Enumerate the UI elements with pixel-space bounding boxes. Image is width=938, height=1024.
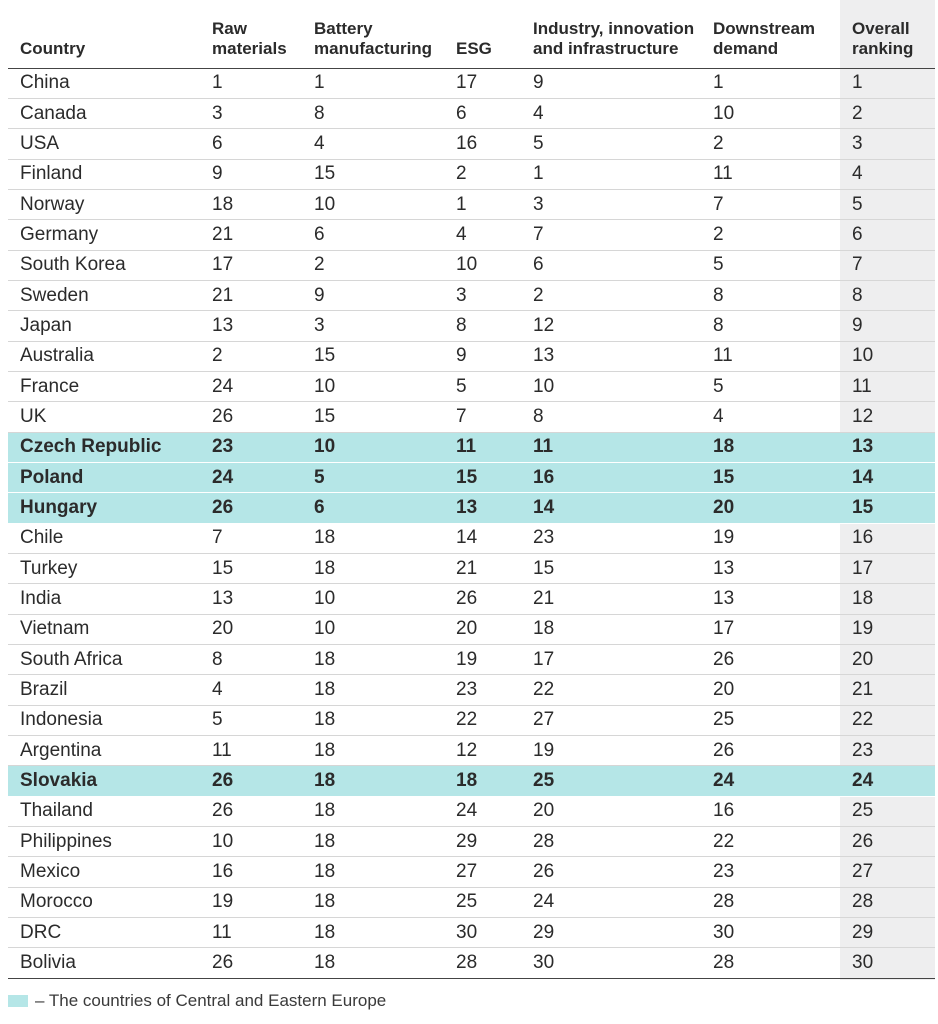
cell-country: Slovakia [8, 766, 200, 796]
cell-overall-ranking: 25 [840, 796, 935, 826]
cell-esg: 21 [444, 554, 521, 584]
cell-downstream-demand: 10 [701, 98, 840, 128]
cell-battery-manufacturing: 10 [302, 371, 444, 401]
cell-overall-ranking: 20 [840, 645, 935, 675]
ranking-table [8, 0, 935, 979]
cell-battery-manufacturing: 18 [302, 796, 444, 826]
cell-country: South Korea [8, 250, 200, 280]
column-header-downstream-demand [701, 0, 840, 68]
cell-overall-ranking: 3 [840, 129, 935, 159]
table-row [8, 645, 935, 675]
cell-industry-innovation: 10 [521, 371, 701, 401]
cell-battery-manufacturing: 9 [302, 280, 444, 310]
cell-downstream-demand: 28 [701, 948, 840, 978]
column-header-line: ranking [852, 38, 914, 58]
cell-esg: 13 [444, 493, 521, 523]
column-header-esg [444, 0, 521, 68]
cell-country: Thailand [8, 796, 200, 826]
cell-country: Japan [8, 311, 200, 341]
cell-overall-ranking: 26 [840, 827, 935, 857]
column-header-raw-materials [200, 0, 302, 68]
cell-downstream-demand: 8 [701, 311, 840, 341]
cell-raw-materials: 6 [200, 129, 302, 159]
legend-swatch [8, 995, 28, 1007]
cell-esg: 3 [444, 280, 521, 310]
cell-battery-manufacturing: 6 [302, 220, 444, 250]
cell-country: Poland [8, 462, 200, 492]
cell-downstream-demand: 4 [701, 402, 840, 432]
column-header-country [8, 0, 200, 68]
cell-battery-manufacturing: 10 [302, 614, 444, 644]
cell-raw-materials: 17 [200, 250, 302, 280]
column-header-line: Overall [852, 18, 910, 38]
cell-overall-ranking: 7 [840, 250, 935, 280]
cell-raw-materials: 8 [200, 645, 302, 675]
cell-battery-manufacturing: 10 [302, 432, 444, 462]
ranking-table-container [8, 0, 935, 979]
cell-battery-manufacturing: 15 [302, 402, 444, 432]
cell-raw-materials: 26 [200, 493, 302, 523]
cell-industry-innovation: 22 [521, 675, 701, 705]
cell-downstream-demand: 18 [701, 432, 840, 462]
cell-country: Hungary [8, 493, 200, 523]
table-row [8, 280, 935, 310]
cell-esg: 15 [444, 462, 521, 492]
cell-industry-innovation: 25 [521, 766, 701, 796]
cell-downstream-demand: 1 [701, 68, 840, 98]
table-row [8, 887, 935, 917]
cell-battery-manufacturing: 18 [302, 554, 444, 584]
cell-downstream-demand: 8 [701, 280, 840, 310]
cell-industry-innovation: 9 [521, 68, 701, 98]
cell-industry-innovation: 29 [521, 918, 701, 948]
cell-industry-innovation: 8 [521, 402, 701, 432]
cell-industry-innovation: 12 [521, 311, 701, 341]
cell-battery-manufacturing: 10 [302, 189, 444, 219]
cell-overall-ranking: 17 [840, 554, 935, 584]
cell-downstream-demand: 26 [701, 736, 840, 766]
cell-country: France [8, 371, 200, 401]
cell-industry-innovation: 15 [521, 554, 701, 584]
cell-esg: 30 [444, 918, 521, 948]
cell-battery-manufacturing: 18 [302, 705, 444, 735]
cell-downstream-demand: 5 [701, 250, 840, 280]
cell-downstream-demand: 30 [701, 918, 840, 948]
table-row [8, 675, 935, 705]
cell-country: Norway [8, 189, 200, 219]
cell-overall-ranking: 16 [840, 523, 935, 553]
cell-raw-materials: 21 [200, 280, 302, 310]
cell-country: Mexico [8, 857, 200, 887]
column-header-line: Battery [314, 18, 373, 38]
cell-raw-materials: 23 [200, 432, 302, 462]
cell-downstream-demand: 17 [701, 614, 840, 644]
cell-raw-materials: 13 [200, 584, 302, 614]
cell-country: Philippines [8, 827, 200, 857]
cell-esg: 14 [444, 523, 521, 553]
cell-battery-manufacturing: 18 [302, 918, 444, 948]
cell-industry-innovation: 1 [521, 159, 701, 189]
cell-country: Brazil [8, 675, 200, 705]
cell-battery-manufacturing: 8 [302, 98, 444, 128]
cell-battery-manufacturing: 4 [302, 129, 444, 159]
cell-industry-innovation: 14 [521, 493, 701, 523]
cell-esg: 29 [444, 827, 521, 857]
cell-raw-materials: 3 [200, 98, 302, 128]
cell-industry-innovation: 21 [521, 584, 701, 614]
table-row [8, 311, 935, 341]
table-row [8, 462, 935, 492]
column-header-line: ESG [456, 38, 492, 58]
column-header-line: demand [713, 38, 779, 58]
cell-overall-ranking: 30 [840, 948, 935, 978]
cell-downstream-demand: 23 [701, 857, 840, 887]
cell-esg: 23 [444, 675, 521, 705]
cell-raw-materials: 26 [200, 796, 302, 826]
cell-industry-innovation: 28 [521, 827, 701, 857]
cell-raw-materials: 11 [200, 918, 302, 948]
table-row [8, 948, 935, 978]
table-row [8, 341, 935, 371]
cell-raw-materials: 19 [200, 887, 302, 917]
column-header-overall-ranking [840, 0, 935, 68]
table-row [8, 705, 935, 735]
cell-country: Canada [8, 98, 200, 128]
cell-raw-materials: 15 [200, 554, 302, 584]
cell-esg: 5 [444, 371, 521, 401]
cell-battery-manufacturing: 10 [302, 584, 444, 614]
cell-battery-manufacturing: 1 [302, 68, 444, 98]
cell-overall-ranking: 9 [840, 311, 935, 341]
cell-raw-materials: 26 [200, 402, 302, 432]
cell-esg: 10 [444, 250, 521, 280]
cell-country: Argentina [8, 736, 200, 766]
cell-raw-materials: 24 [200, 462, 302, 492]
cell-industry-innovation: 27 [521, 705, 701, 735]
table-row [8, 129, 935, 159]
cell-esg: 27 [444, 857, 521, 887]
table-row [8, 98, 935, 128]
cell-industry-innovation: 6 [521, 250, 701, 280]
cell-esg: 6 [444, 98, 521, 128]
cell-country: Bolivia [8, 948, 200, 978]
cell-overall-ranking: 27 [840, 857, 935, 887]
cell-industry-innovation: 24 [521, 887, 701, 917]
cell-country: Morocco [8, 887, 200, 917]
cell-esg: 1 [444, 189, 521, 219]
cell-battery-manufacturing: 18 [302, 523, 444, 553]
cell-downstream-demand: 25 [701, 705, 840, 735]
cell-downstream-demand: 24 [701, 766, 840, 796]
cell-battery-manufacturing: 18 [302, 948, 444, 978]
cell-raw-materials: 24 [200, 371, 302, 401]
cell-battery-manufacturing: 18 [302, 857, 444, 887]
cell-overall-ranking: 18 [840, 584, 935, 614]
cell-country: Vietnam [8, 614, 200, 644]
column-header-line: Downstream [713, 18, 816, 38]
cell-country: India [8, 584, 200, 614]
column-header-line: Raw [212, 18, 247, 38]
table-row [8, 918, 935, 948]
table-row [8, 523, 935, 553]
cell-overall-ranking: 10 [840, 341, 935, 371]
cell-overall-ranking: 5 [840, 189, 935, 219]
cell-esg: 9 [444, 341, 521, 371]
cell-downstream-demand: 2 [701, 220, 840, 250]
cell-raw-materials: 9 [200, 159, 302, 189]
cell-battery-manufacturing: 2 [302, 250, 444, 280]
column-header-line: Industry, innovation [533, 18, 695, 38]
table-row [8, 250, 935, 280]
table-row [8, 736, 935, 766]
cell-esg: 28 [444, 948, 521, 978]
cell-esg: 11 [444, 432, 521, 462]
table-row [8, 827, 935, 857]
table-row [8, 857, 935, 887]
cell-country: Germany [8, 220, 200, 250]
table-row [8, 796, 935, 826]
cell-industry-innovation: 17 [521, 645, 701, 675]
cell-esg: 2 [444, 159, 521, 189]
cell-country: DRC [8, 918, 200, 948]
cell-country: China [8, 68, 200, 98]
cell-raw-materials: 1 [200, 68, 302, 98]
cell-overall-ranking: 22 [840, 705, 935, 735]
cell-raw-materials: 26 [200, 948, 302, 978]
cell-overall-ranking: 15 [840, 493, 935, 523]
cell-overall-ranking: 6 [840, 220, 935, 250]
cell-esg: 24 [444, 796, 521, 826]
table-row [8, 189, 935, 219]
cell-industry-innovation: 23 [521, 523, 701, 553]
cell-downstream-demand: 13 [701, 554, 840, 584]
cell-battery-manufacturing: 5 [302, 462, 444, 492]
cell-downstream-demand: 15 [701, 462, 840, 492]
cell-industry-innovation: 4 [521, 98, 701, 128]
cell-industry-innovation: 13 [521, 341, 701, 371]
cell-industry-innovation: 5 [521, 129, 701, 159]
cell-downstream-demand: 2 [701, 129, 840, 159]
cell-downstream-demand: 19 [701, 523, 840, 553]
table-row [8, 68, 935, 98]
table-row [8, 584, 935, 614]
cell-downstream-demand: 11 [701, 341, 840, 371]
cell-battery-manufacturing: 18 [302, 645, 444, 675]
table-row [8, 220, 935, 250]
cell-overall-ranking: 19 [840, 614, 935, 644]
cell-downstream-demand: 20 [701, 675, 840, 705]
cell-country: Sweden [8, 280, 200, 310]
cell-raw-materials: 13 [200, 311, 302, 341]
table-row [8, 766, 935, 796]
cell-industry-innovation: 30 [521, 948, 701, 978]
cell-raw-materials: 18 [200, 189, 302, 219]
cell-downstream-demand: 26 [701, 645, 840, 675]
cell-overall-ranking: 23 [840, 736, 935, 766]
cell-industry-innovation: 16 [521, 462, 701, 492]
cell-battery-manufacturing: 18 [302, 827, 444, 857]
header-row [8, 0, 935, 68]
column-header-line: materials [212, 38, 287, 58]
cell-raw-materials: 21 [200, 220, 302, 250]
cell-country: Czech Republic [8, 432, 200, 462]
cell-esg: 12 [444, 736, 521, 766]
cell-raw-materials: 11 [200, 736, 302, 766]
cell-battery-manufacturing: 15 [302, 159, 444, 189]
cell-overall-ranking: 8 [840, 280, 935, 310]
table-row [8, 493, 935, 523]
cell-overall-ranking: 21 [840, 675, 935, 705]
cell-country: UK [8, 402, 200, 432]
cell-overall-ranking: 4 [840, 159, 935, 189]
cell-country: USA [8, 129, 200, 159]
cell-battery-manufacturing: 6 [302, 493, 444, 523]
cell-country: Turkey [8, 554, 200, 584]
cell-esg: 25 [444, 887, 521, 917]
column-header-line: manufacturing [314, 38, 433, 58]
cell-overall-ranking: 12 [840, 402, 935, 432]
cell-overall-ranking: 11 [840, 371, 935, 401]
cell-raw-materials: 26 [200, 766, 302, 796]
cell-battery-manufacturing: 3 [302, 311, 444, 341]
cell-overall-ranking: 28 [840, 887, 935, 917]
cell-downstream-demand: 13 [701, 584, 840, 614]
cell-country: Indonesia [8, 705, 200, 735]
cell-industry-innovation: 18 [521, 614, 701, 644]
cell-battery-manufacturing: 18 [302, 675, 444, 705]
cell-battery-manufacturing: 18 [302, 766, 444, 796]
cell-industry-innovation: 3 [521, 189, 701, 219]
cell-downstream-demand: 20 [701, 493, 840, 523]
cell-industry-innovation: 20 [521, 796, 701, 826]
cell-industry-innovation: 26 [521, 857, 701, 887]
cell-raw-materials: 4 [200, 675, 302, 705]
cell-overall-ranking: 14 [840, 462, 935, 492]
cell-esg: 26 [444, 584, 521, 614]
cell-country: South Africa [8, 645, 200, 675]
cell-downstream-demand: 5 [701, 371, 840, 401]
column-header-line: Country [20, 38, 86, 58]
cell-downstream-demand: 7 [701, 189, 840, 219]
column-header-line: and infrastructure [533, 38, 679, 58]
cell-raw-materials: 7 [200, 523, 302, 553]
cell-industry-innovation: 19 [521, 736, 701, 766]
cell-esg: 22 [444, 705, 521, 735]
cell-esg: 8 [444, 311, 521, 341]
legend [8, 991, 386, 1011]
cell-country: Australia [8, 341, 200, 371]
cell-country: Finland [8, 159, 200, 189]
cell-esg: 16 [444, 129, 521, 159]
table-row [8, 432, 935, 462]
cell-esg: 7 [444, 402, 521, 432]
cell-downstream-demand: 22 [701, 827, 840, 857]
cell-industry-innovation: 2 [521, 280, 701, 310]
cell-esg: 19 [444, 645, 521, 675]
cell-battery-manufacturing: 15 [302, 341, 444, 371]
cell-esg: 4 [444, 220, 521, 250]
cell-industry-innovation: 7 [521, 220, 701, 250]
cell-overall-ranking: 2 [840, 98, 935, 128]
table-row [8, 402, 935, 432]
cell-battery-manufacturing: 18 [302, 887, 444, 917]
cell-raw-materials: 2 [200, 341, 302, 371]
cell-raw-materials: 16 [200, 857, 302, 887]
table-row [8, 554, 935, 584]
cell-overall-ranking: 29 [840, 918, 935, 948]
cell-downstream-demand: 11 [701, 159, 840, 189]
cell-overall-ranking: 13 [840, 432, 935, 462]
cell-industry-innovation: 11 [521, 432, 701, 462]
column-header-battery-manufacturing [302, 0, 444, 68]
cell-downstream-demand: 28 [701, 887, 840, 917]
cell-overall-ranking: 24 [840, 766, 935, 796]
table-row [8, 159, 935, 189]
table-row [8, 371, 935, 401]
cell-downstream-demand: 16 [701, 796, 840, 826]
cell-esg: 17 [444, 68, 521, 98]
legend-text: – The countries of Central and Eastern Europe [35, 991, 387, 1010]
cell-esg: 20 [444, 614, 521, 644]
cell-esg: 18 [444, 766, 521, 796]
cell-overall-ranking: 1 [840, 68, 935, 98]
column-header-industry-innovation [521, 0, 701, 68]
cell-raw-materials: 5 [200, 705, 302, 735]
cell-country: Chile [8, 523, 200, 553]
table-row [8, 614, 935, 644]
cell-battery-manufacturing: 18 [302, 736, 444, 766]
cell-raw-materials: 10 [200, 827, 302, 857]
cell-raw-materials: 20 [200, 614, 302, 644]
table-body [8, 68, 935, 978]
